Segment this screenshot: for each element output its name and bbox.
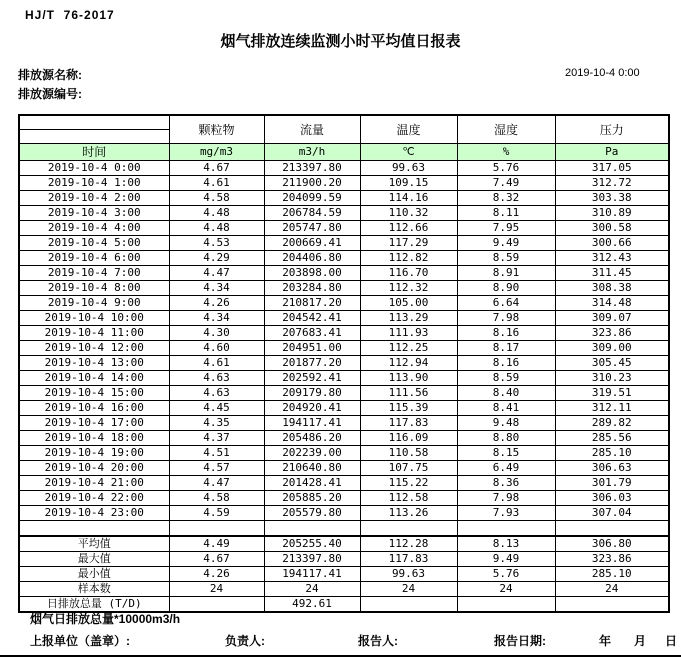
column-header-temperature: 温度 bbox=[360, 115, 457, 144]
header-empty-cell-top bbox=[19, 115, 169, 130]
cell-value: 9.49 bbox=[457, 552, 555, 567]
column-header-flow: 流量 bbox=[264, 115, 360, 144]
cell-value: 24 bbox=[555, 582, 669, 597]
month-label: 月 bbox=[634, 634, 647, 648]
report-datetime: 2019-10-4 0:00 bbox=[565, 67, 640, 79]
data-row bbox=[19, 281, 669, 296]
data-row bbox=[19, 491, 669, 506]
cell-value: 319.51 bbox=[555, 386, 669, 401]
cell-value: 7.93 bbox=[457, 506, 555, 521]
cell-value: 112.94 bbox=[360, 356, 457, 371]
cell-value: 4.37 bbox=[169, 431, 264, 446]
cell-value: 8.59 bbox=[457, 371, 555, 386]
cell-value: 314.48 bbox=[555, 296, 669, 311]
cell-value: 8.41 bbox=[457, 401, 555, 416]
cell-value: 8.16 bbox=[457, 326, 555, 341]
data-row bbox=[19, 446, 669, 461]
cell-value bbox=[555, 597, 669, 613]
cell-value: 9.48 bbox=[457, 416, 555, 431]
column-header-particulate: 颗粒物 bbox=[169, 115, 264, 144]
total-emission-footnote: 烟气日排放总量*10000m3/h bbox=[30, 612, 181, 626]
cell-value: 8.11 bbox=[457, 206, 555, 221]
cell-value: 323.86 bbox=[555, 552, 669, 567]
cell-value: 6.49 bbox=[457, 461, 555, 476]
cell-value: 99.63 bbox=[360, 161, 457, 176]
cell-value: 117.83 bbox=[360, 552, 457, 567]
page-title: 烟气排放连续监测小时平均值日报表 bbox=[220, 33, 461, 50]
cell-value: 105.00 bbox=[360, 296, 457, 311]
cell-value: 285.10 bbox=[555, 446, 669, 461]
cell-value: 4.34 bbox=[169, 281, 264, 296]
cell-value: 323.86 bbox=[555, 326, 669, 341]
cell-value: 201428.41 bbox=[264, 476, 360, 491]
summary-row bbox=[19, 567, 669, 582]
column-header-humidity: 湿度 bbox=[457, 115, 555, 144]
cell-value: 211900.20 bbox=[264, 176, 360, 191]
cell-value: 204542.41 bbox=[264, 311, 360, 326]
cell-value: 5.76 bbox=[457, 567, 555, 582]
cell-value: 4.61 bbox=[169, 356, 264, 371]
cell-value: 9.49 bbox=[457, 236, 555, 251]
standard-number: HJ/T 76-2017 bbox=[25, 8, 115, 22]
cell-time: 2019-10-4 6:00 bbox=[19, 251, 169, 266]
cell-value: 309.00 bbox=[555, 341, 669, 356]
cell-time: 2019-10-4 10:00 bbox=[19, 311, 169, 326]
cell-value: 203284.80 bbox=[264, 281, 360, 296]
cell-value: 7.95 bbox=[457, 221, 555, 236]
report-table bbox=[18, 114, 670, 613]
cell-value: 4.63 bbox=[169, 371, 264, 386]
cell-time: 2019-10-4 2:00 bbox=[19, 191, 169, 206]
cell-value: 311.45 bbox=[555, 266, 669, 281]
cell-value: 309.07 bbox=[555, 311, 669, 326]
cell-value: 305.45 bbox=[555, 356, 669, 371]
cell-time: 2019-10-4 17:00 bbox=[19, 416, 169, 431]
cell-summary-label: 最小值 bbox=[19, 567, 169, 582]
cell-empty bbox=[264, 521, 360, 537]
cell-time: 2019-10-4 1:00 bbox=[19, 176, 169, 191]
cell-value: 206784.59 bbox=[264, 206, 360, 221]
signature-row bbox=[0, 632, 681, 650]
summary-row bbox=[19, 536, 669, 552]
cell-value: 200669.41 bbox=[264, 236, 360, 251]
cell-value: 7.98 bbox=[457, 491, 555, 506]
cell-summary-label: 平均值 bbox=[19, 536, 169, 552]
cell-value: 4.35 bbox=[169, 416, 264, 431]
cell-value bbox=[457, 597, 555, 613]
cell-value: 24 bbox=[264, 582, 360, 597]
cell-value: 303.38 bbox=[555, 191, 669, 206]
cell-time: 2019-10-4 5:00 bbox=[19, 236, 169, 251]
cell-value: 4.63 bbox=[169, 386, 264, 401]
cell-value: 205486.20 bbox=[264, 431, 360, 446]
cell-value bbox=[169, 597, 264, 613]
cell-value: 6.64 bbox=[457, 296, 555, 311]
report-date-label: 报告日期: bbox=[494, 634, 546, 648]
unit-flow: m3/h bbox=[264, 144, 360, 161]
cell-value: 306.80 bbox=[555, 536, 669, 552]
cell-value: 205885.20 bbox=[264, 491, 360, 506]
cell-value: 4.26 bbox=[169, 567, 264, 582]
cell-value: 4.60 bbox=[169, 341, 264, 356]
cell-value: 213397.80 bbox=[264, 552, 360, 567]
cell-value: 117.83 bbox=[360, 416, 457, 431]
column-header-pressure: 压力 bbox=[555, 115, 669, 144]
cell-value: 8.80 bbox=[457, 431, 555, 446]
cell-value: 4.67 bbox=[169, 552, 264, 567]
cell-value: 112.28 bbox=[360, 536, 457, 552]
cell-value: 285.10 bbox=[555, 567, 669, 582]
data-row bbox=[19, 176, 669, 191]
cell-value: 116.09 bbox=[360, 431, 457, 446]
cell-time: 2019-10-4 0:00 bbox=[19, 161, 169, 176]
cell-value: 194117.41 bbox=[264, 416, 360, 431]
cell-time: 2019-10-4 9:00 bbox=[19, 296, 169, 311]
cell-value: 310.89 bbox=[555, 206, 669, 221]
cell-value: 8.36 bbox=[457, 476, 555, 491]
cell-value: 4.30 bbox=[169, 326, 264, 341]
cell-value: 107.75 bbox=[360, 461, 457, 476]
cell-value: 4.53 bbox=[169, 236, 264, 251]
cell-value: 205255.40 bbox=[264, 536, 360, 552]
data-row bbox=[19, 251, 669, 266]
cell-summary-label: 最大值 bbox=[19, 552, 169, 567]
cell-value: 8.91 bbox=[457, 266, 555, 281]
page-bottom-rule bbox=[0, 655, 681, 657]
data-row bbox=[19, 371, 669, 386]
cell-empty bbox=[19, 521, 169, 537]
cell-value: 306.03 bbox=[555, 491, 669, 506]
summary-row bbox=[19, 582, 669, 597]
cell-time: 2019-10-4 8:00 bbox=[19, 281, 169, 296]
cell-time: 2019-10-4 19:00 bbox=[19, 446, 169, 461]
data-row bbox=[19, 401, 669, 416]
cell-value: 8.16 bbox=[457, 356, 555, 371]
cell-value: 205579.80 bbox=[264, 506, 360, 521]
cell-value: 112.32 bbox=[360, 281, 457, 296]
data-row bbox=[19, 386, 669, 401]
cell-value: 112.58 bbox=[360, 491, 457, 506]
data-row bbox=[19, 161, 669, 176]
data-row bbox=[19, 431, 669, 446]
unit-temperature: ℃ bbox=[360, 144, 457, 161]
cell-value: 24 bbox=[457, 582, 555, 597]
year-label: 年 bbox=[599, 634, 612, 648]
cell-value: 4.45 bbox=[169, 401, 264, 416]
cell-value: 312.43 bbox=[555, 251, 669, 266]
data-row bbox=[19, 416, 669, 431]
day-label: 日 bbox=[665, 634, 678, 648]
cell-value: 213397.80 bbox=[264, 161, 360, 176]
cell-value: 4.34 bbox=[169, 311, 264, 326]
cell-value: 209179.80 bbox=[264, 386, 360, 401]
cell-value: 204951.00 bbox=[264, 341, 360, 356]
cell-value: 8.90 bbox=[457, 281, 555, 296]
cell-value: 113.90 bbox=[360, 371, 457, 386]
cell-time: 2019-10-4 22:00 bbox=[19, 491, 169, 506]
header-row-top bbox=[19, 115, 669, 130]
cell-value: 312.72 bbox=[555, 176, 669, 191]
cell-value: 110.32 bbox=[360, 206, 457, 221]
spacer-row bbox=[19, 521, 669, 537]
cell-summary-label: 样本数 bbox=[19, 582, 169, 597]
cell-empty bbox=[457, 521, 555, 537]
cell-time: 2019-10-4 11:00 bbox=[19, 326, 169, 341]
cell-value: 112.66 bbox=[360, 221, 457, 236]
responsible-person-label: 负责人: bbox=[225, 634, 265, 648]
cell-value: 5.76 bbox=[457, 161, 555, 176]
unit-humidity: % bbox=[457, 144, 555, 161]
time-column-header: 时间 bbox=[19, 144, 169, 161]
unit-particulate: mg/m3 bbox=[169, 144, 264, 161]
cell-time: 2019-10-4 16:00 bbox=[19, 401, 169, 416]
cell-value: 307.04 bbox=[555, 506, 669, 521]
cell-value: 113.29 bbox=[360, 311, 457, 326]
cell-value: 4.48 bbox=[169, 206, 264, 221]
cell-value: 210817.20 bbox=[264, 296, 360, 311]
data-row bbox=[19, 296, 669, 311]
cell-value: 4.47 bbox=[169, 266, 264, 281]
cell-value: 289.82 bbox=[555, 416, 669, 431]
cell-value: 117.29 bbox=[360, 236, 457, 251]
summary-row bbox=[19, 552, 669, 567]
cell-value: 110.58 bbox=[360, 446, 457, 461]
cell-empty bbox=[555, 521, 669, 537]
cell-time: 2019-10-4 18:00 bbox=[19, 431, 169, 446]
cell-time: 2019-10-4 13:00 bbox=[19, 356, 169, 371]
unit-pressure: Pa bbox=[555, 144, 669, 161]
cell-empty bbox=[169, 521, 264, 537]
cell-value: 111.56 bbox=[360, 386, 457, 401]
cell-time: 2019-10-4 21:00 bbox=[19, 476, 169, 491]
cell-time: 2019-10-4 7:00 bbox=[19, 266, 169, 281]
cell-value: 300.58 bbox=[555, 221, 669, 236]
data-row bbox=[19, 221, 669, 236]
cell-value: 201877.20 bbox=[264, 356, 360, 371]
cell-value: 4.49 bbox=[169, 536, 264, 552]
cell-value: 300.66 bbox=[555, 236, 669, 251]
cell-value: 112.25 bbox=[360, 341, 457, 356]
cell-value bbox=[360, 597, 457, 613]
cell-value: 8.40 bbox=[457, 386, 555, 401]
cell-value: 8.13 bbox=[457, 536, 555, 552]
cell-value: 112.82 bbox=[360, 251, 457, 266]
data-row bbox=[19, 356, 669, 371]
reporter-label: 报告人: bbox=[358, 634, 398, 648]
cell-time: 2019-10-4 12:00 bbox=[19, 341, 169, 356]
data-row bbox=[19, 341, 669, 356]
cell-value: 207683.41 bbox=[264, 326, 360, 341]
cell-value: 204920.41 bbox=[264, 401, 360, 416]
cell-value: 4.67 bbox=[169, 161, 264, 176]
cell-time: 2019-10-4 23:00 bbox=[19, 506, 169, 521]
cell-time: 2019-10-4 15:00 bbox=[19, 386, 169, 401]
cell-value: 204099.59 bbox=[264, 191, 360, 206]
cell-value: 4.61 bbox=[169, 176, 264, 191]
cell-value: 8.59 bbox=[457, 251, 555, 266]
cell-empty bbox=[360, 521, 457, 537]
source-name-label: 排放源名称: bbox=[18, 68, 82, 82]
cell-value: 115.39 bbox=[360, 401, 457, 416]
data-row bbox=[19, 461, 669, 476]
cell-value: 4.26 bbox=[169, 296, 264, 311]
cell-value: 4.58 bbox=[169, 191, 264, 206]
cell-value: 285.56 bbox=[555, 431, 669, 446]
data-row bbox=[19, 236, 669, 251]
cell-value: 115.22 bbox=[360, 476, 457, 491]
cell-value: 7.98 bbox=[457, 311, 555, 326]
cell-value: 306.63 bbox=[555, 461, 669, 476]
cell-value: 317.05 bbox=[555, 161, 669, 176]
cell-value: 114.16 bbox=[360, 191, 457, 206]
data-row bbox=[19, 311, 669, 326]
cell-value: 312.11 bbox=[555, 401, 669, 416]
cell-value: 24 bbox=[360, 582, 457, 597]
source-id-label: 排放源编号: bbox=[18, 87, 82, 101]
cell-value: 310.23 bbox=[555, 371, 669, 386]
cell-value: 7.49 bbox=[457, 176, 555, 191]
report-unit-label: 上报单位（盖章）: bbox=[30, 634, 130, 648]
cell-value: 8.32 bbox=[457, 191, 555, 206]
cell-value: 4.57 bbox=[169, 461, 264, 476]
cell-value: 203898.00 bbox=[264, 266, 360, 281]
cell-value: 116.70 bbox=[360, 266, 457, 281]
data-row bbox=[19, 266, 669, 281]
cell-value: 4.29 bbox=[169, 251, 264, 266]
data-row bbox=[19, 476, 669, 491]
cell-value: 210640.80 bbox=[264, 461, 360, 476]
cell-value: 99.63 bbox=[360, 567, 457, 582]
cell-value: 113.26 bbox=[360, 506, 457, 521]
cell-time: 2019-10-4 20:00 bbox=[19, 461, 169, 476]
cell-value: 492.61 bbox=[264, 597, 360, 613]
cell-time: 2019-10-4 3:00 bbox=[19, 206, 169, 221]
cell-value: 8.17 bbox=[457, 341, 555, 356]
cell-value: 4.51 bbox=[169, 446, 264, 461]
header-empty-cell-bottom bbox=[19, 130, 169, 144]
unit-row bbox=[19, 144, 669, 161]
cell-value: 205747.80 bbox=[264, 221, 360, 236]
cell-value: 204406.80 bbox=[264, 251, 360, 266]
cell-time: 2019-10-4 14:00 bbox=[19, 371, 169, 386]
cell-value: 4.47 bbox=[169, 476, 264, 491]
cell-value: 109.15 bbox=[360, 176, 457, 191]
cell-time: 2019-10-4 4:00 bbox=[19, 221, 169, 236]
cell-value: 4.59 bbox=[169, 506, 264, 521]
cell-value: 308.38 bbox=[555, 281, 669, 296]
cell-value: 4.58 bbox=[169, 491, 264, 506]
cell-value: 111.93 bbox=[360, 326, 457, 341]
data-row bbox=[19, 326, 669, 341]
data-row bbox=[19, 191, 669, 206]
cell-value: 202592.41 bbox=[264, 371, 360, 386]
data-row bbox=[19, 206, 669, 221]
cell-summary-label: 日排放总量 (T/D) bbox=[19, 597, 169, 613]
cell-value: 24 bbox=[169, 582, 264, 597]
cell-value: 4.48 bbox=[169, 221, 264, 236]
cell-value: 202239.00 bbox=[264, 446, 360, 461]
cell-value: 8.15 bbox=[457, 446, 555, 461]
cell-value: 194117.41 bbox=[264, 567, 360, 582]
cell-value: 301.79 bbox=[555, 476, 669, 491]
data-row bbox=[19, 506, 669, 521]
